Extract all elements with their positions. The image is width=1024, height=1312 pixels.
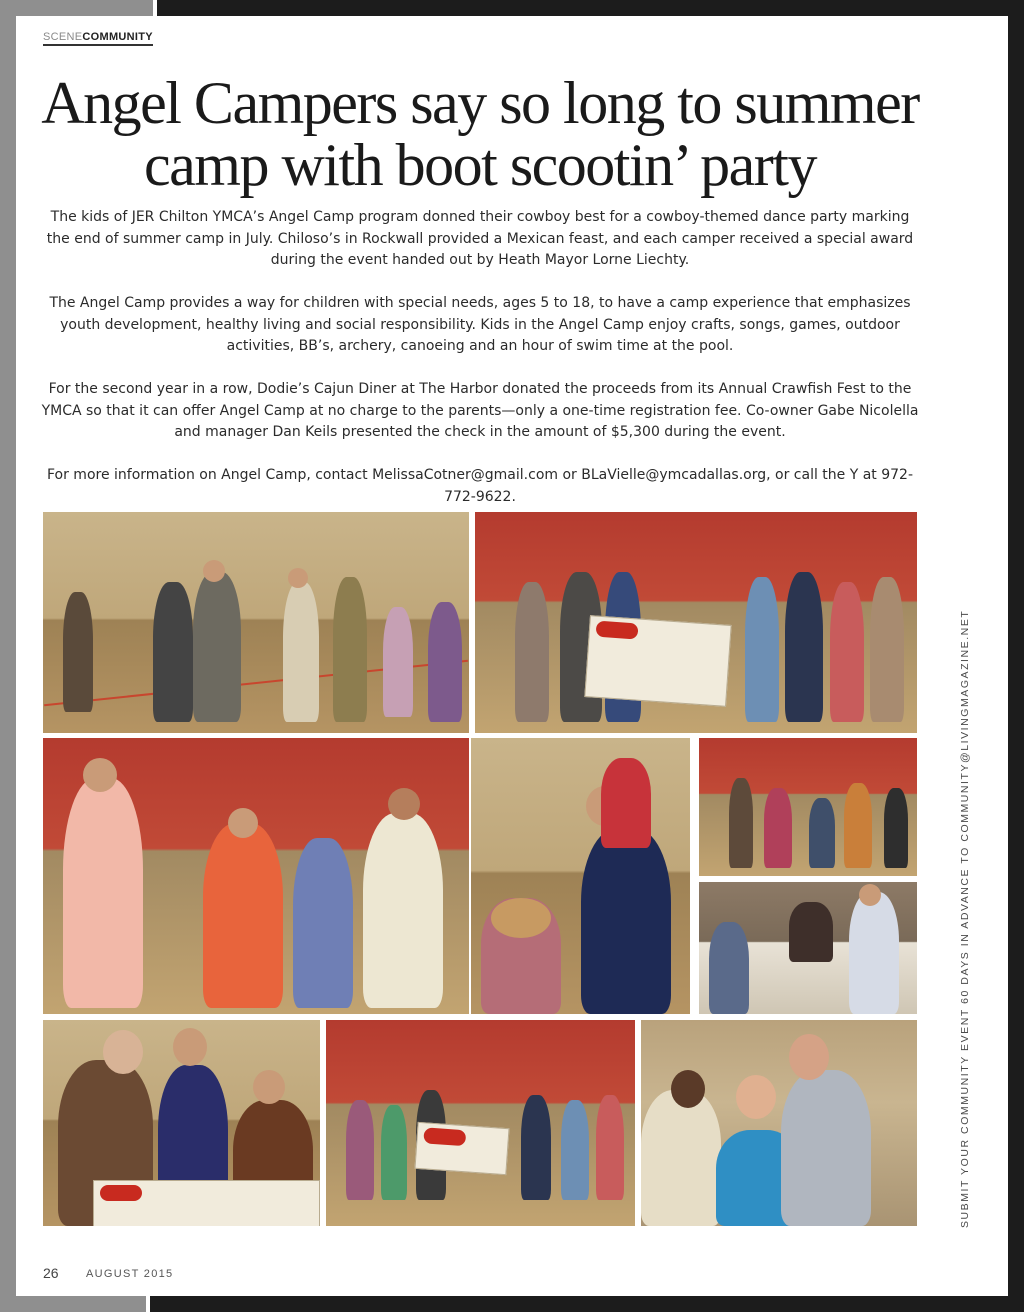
issue-date: AUGUST 2015 [86,1268,174,1280]
photo-dancing-kids [699,738,917,876]
page-frame-top-right [157,0,1024,16]
section-tag [43,31,153,46]
photo-dance-floor [43,512,469,733]
page-frame-bottom-right [150,1296,1024,1312]
section-community: COMMUNITY [82,31,153,43]
article-paragraph: For the second year in a row, Dodie’s Cajun Diner at The Harbor donated the proceeds from its Annual Crawfish Fest to the YMCA so that it can offer Angel Camp at no charge to the parents—only a one-time registration fee. Co-owner Gabe Nicolella and manager Dan Keils presented the check in the amount of $5,300 during the event. [41,381,919,440]
photo-check-group-small [326,1020,635,1226]
photo-award-presentation [43,738,469,1014]
page-frame-top-left [0,0,153,16]
article-paragraph: The Angel Camp provides a way for children with special needs, ages 5 to 18, to have a camp experience that emphasizes youth development, healthy living and social responsibility. Kids in the Angel Camp enjoy crafts, songs, games, outdoor activities, BB’s, archery, canoeing and an hour of swim time at the pool. [49,295,911,354]
article-headline: Angel Campers say so long to summer camp with boot scootin’ party [41,70,919,198]
article-paragraph: For more information on Angel Camp, contact MelissaCotner@gmail.com or BLaVielle@ymcadallas.org, or call the Y at 972-772-9622. [46,467,914,505]
photo-shoulder-ride [471,738,690,1014]
sidebar-submit-notice: SUBMIT YOUR COMMUNITY EVENT 60 DAYS IN ADVANCE TO COMMUNITY@LIVINGMAGAZINE.NET [959,609,971,1228]
page-number: 26 [43,1265,59,1281]
article-paragraph: The kids of JER Chilton YMCA’s Angel Camp program donned their cowboy best for a cowboy-themed dance party marking the end of summer camp in July. Chiloso’s in Rockwall provided a Mexican feast, and each camper received a special award during the event handed out by Heath Mayor Lorne Liechty. [46,209,914,268]
section-scene: SCENE [43,31,83,43]
photo-smiling-group [641,1020,917,1226]
article-body [40,207,920,530]
page-frame-right [1008,0,1024,1312]
page-frame-bottom-left [0,1296,146,1312]
photo-check-group-large [475,512,917,733]
photo-check-presenters [43,1020,320,1226]
photo-buffet-line [699,882,917,1014]
page-frame-left [0,0,16,1296]
